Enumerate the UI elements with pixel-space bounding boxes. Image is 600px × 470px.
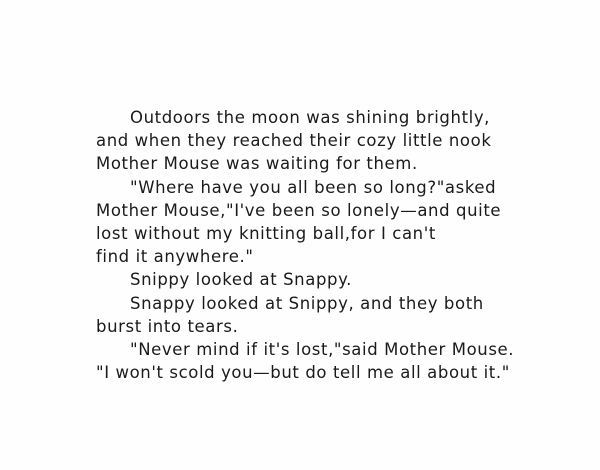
text-line: Outdoors the moon was shining brightly, xyxy=(130,107,491,128)
story-text-block xyxy=(96,106,526,384)
text-line: lost without my knitting ball,for I can't xyxy=(96,223,436,244)
text-line: "Where have you all been so long?"asked xyxy=(130,177,497,197)
text-line: Snappy looked at Snippy, and they both xyxy=(130,293,484,313)
text-line: "I won't scold you—but do tell me all about it." xyxy=(96,363,510,383)
text-line: "Never mind if it's lost,"said Mother Mouse. xyxy=(130,339,515,360)
text-line: Mother Mouse,"I've been so lonely—and quite xyxy=(96,200,502,221)
text-line: burst into tears. xyxy=(96,316,239,337)
text-line: Snippy looked at Snappy. xyxy=(130,270,352,290)
text-line: Mother Mouse was waiting for them. xyxy=(96,154,418,174)
text-line: find it anywhere." xyxy=(96,247,254,267)
text-line: and when they reached their cozy little nook xyxy=(96,131,492,151)
